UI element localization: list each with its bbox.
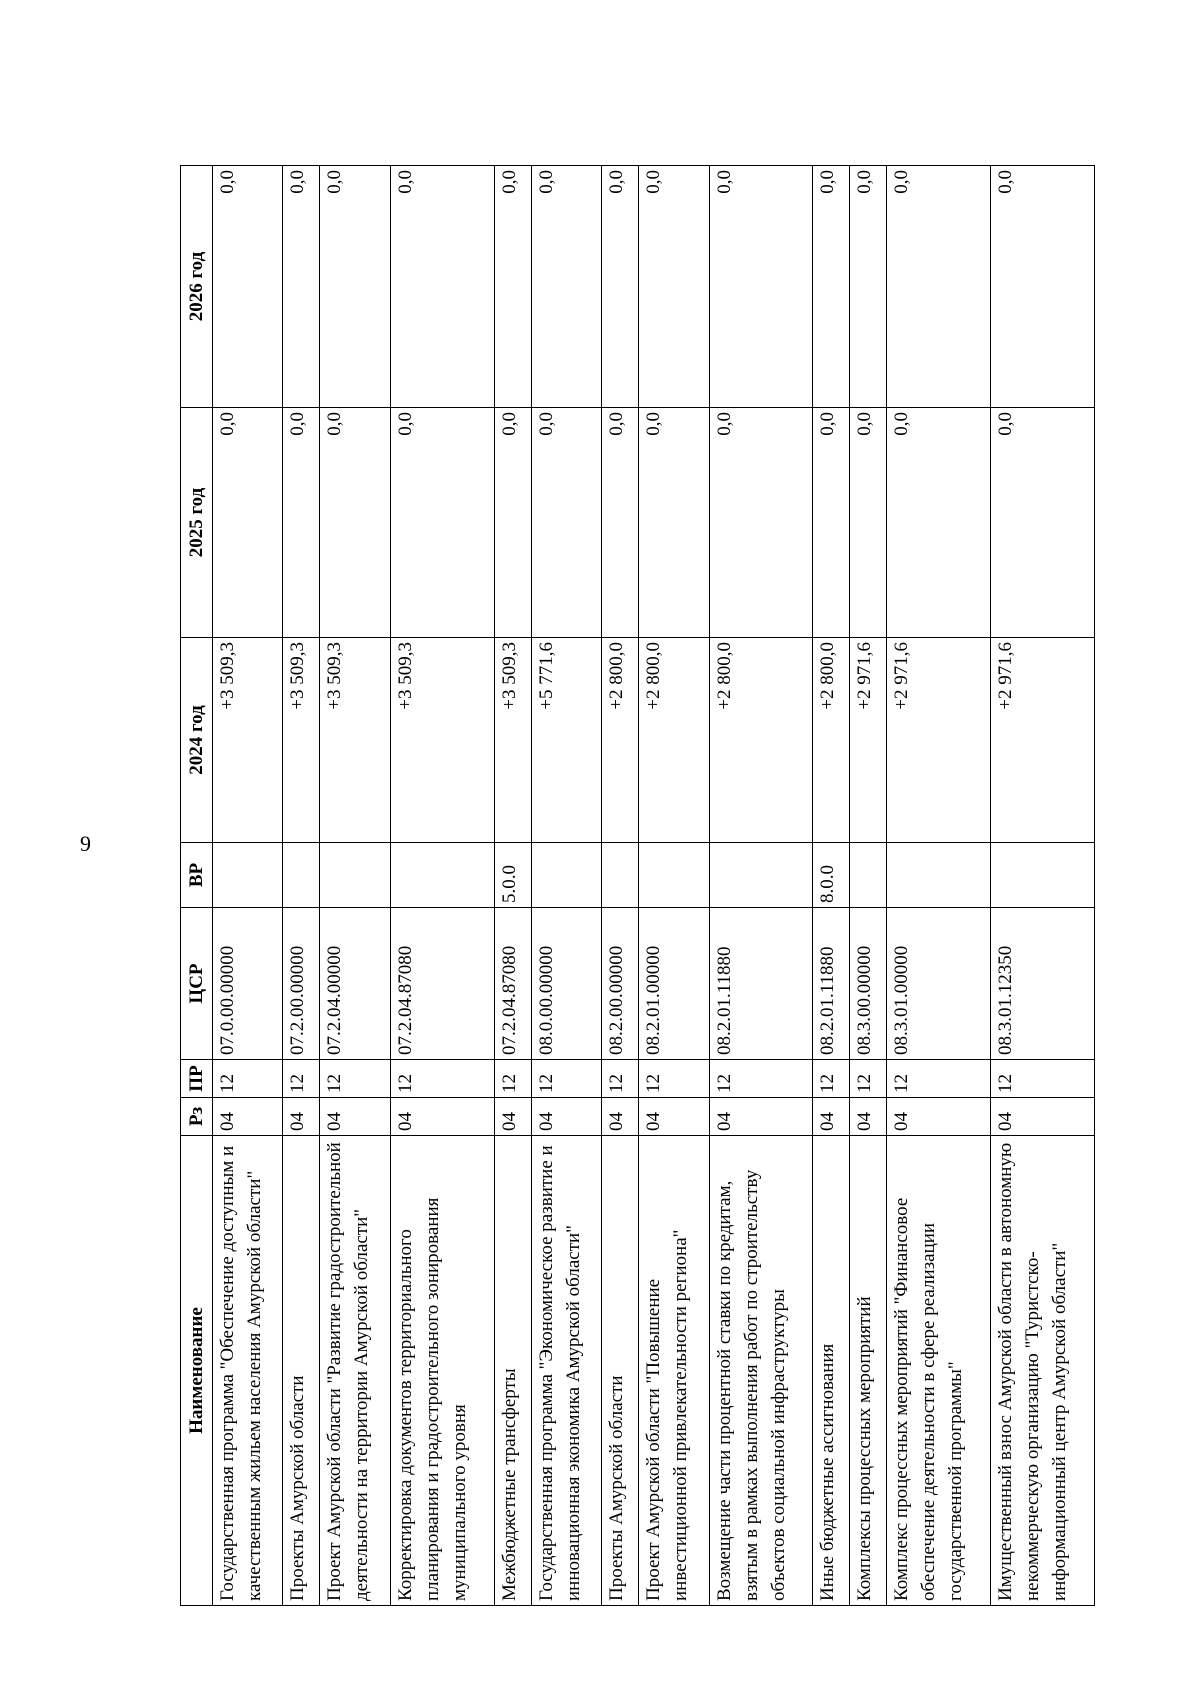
cell-vr (213, 843, 283, 908)
header-2026: 2026 год (181, 166, 213, 408)
cell-rz: 04 (283, 1098, 320, 1136)
cell-name: Комплексы процессных мероприятий (850, 1136, 887, 1606)
header-name: Наименование (181, 1136, 213, 1606)
cell-2026: 0,0 (390, 166, 494, 408)
cell-vr (531, 843, 601, 908)
cell-vr: 8.0.0 (813, 843, 850, 908)
cell-2024: +3 509,3 (494, 638, 531, 843)
table-row (494, 166, 531, 1606)
table-row (887, 166, 991, 1606)
cell-csr: 07.2.04.00000 (320, 908, 390, 1060)
cell-2026: 0,0 (813, 166, 850, 408)
table-row (531, 166, 601, 1606)
cell-2024: +3 509,3 (390, 638, 494, 843)
cell-2024: +2 800,0 (813, 638, 850, 843)
cell-rz: 04 (494, 1098, 531, 1136)
cell-2024: +2 800,0 (639, 638, 709, 843)
cell-2024: +3 509,3 (283, 638, 320, 843)
cell-csr: 07.2.00.00000 (283, 908, 320, 1060)
cell-2026: 0,0 (213, 166, 283, 408)
table-row (709, 166, 813, 1606)
header-2024: 2024 год (181, 638, 213, 843)
cell-rz: 04 (709, 1098, 813, 1136)
cell-2025: 0,0 (213, 408, 283, 638)
header-2025: 2025 год (181, 408, 213, 638)
header-rz: Рз (181, 1098, 213, 1136)
cell-name: Проект Амурской области "Развитие градостроительной деятельности на территории Амурской области" (320, 1136, 390, 1606)
cell-2024: +2 971,6 (887, 638, 991, 843)
cell-vr (709, 843, 813, 908)
cell-2025: 0,0 (494, 408, 531, 638)
cell-rz: 04 (390, 1098, 494, 1136)
cell-2024: +5 771,6 (531, 638, 601, 843)
cell-vr (602, 843, 639, 908)
page-number: 9 (80, 831, 91, 856)
cell-2025: 0,0 (887, 408, 991, 638)
cell-pr: 12 (283, 1060, 320, 1098)
cell-2024: +3 509,3 (213, 638, 283, 843)
cell-rz: 04 (602, 1098, 639, 1136)
cell-csr: 07.2.04.87080 (390, 908, 494, 1060)
cell-csr: 08.3.01.00000 (887, 908, 991, 1060)
cell-2026: 0,0 (494, 166, 531, 408)
budget-table (180, 165, 1095, 1606)
cell-2026: 0,0 (887, 166, 991, 408)
cell-2024: +2 971,6 (991, 638, 1095, 843)
cell-rz: 04 (320, 1098, 390, 1136)
cell-name: Имущественный взнос Амурской области в автономную некоммерческую организацию "Туристско-информационный центр Амурской области" (991, 1136, 1095, 1606)
cell-rz: 04 (639, 1098, 709, 1136)
cell-csr: 08.2.01.00000 (639, 908, 709, 1060)
cell-csr: 07.2.04.87080 (494, 908, 531, 1060)
cell-rz: 04 (991, 1098, 1095, 1136)
cell-2025: 0,0 (390, 408, 494, 638)
table-row (283, 166, 320, 1606)
rotated-table-wrapper (180, 166, 1095, 1606)
cell-pr: 12 (813, 1060, 850, 1098)
header-csr: ЦСР (181, 908, 213, 1060)
cell-2026: 0,0 (709, 166, 813, 408)
cell-2024: +2 800,0 (709, 638, 813, 843)
cell-2026: 0,0 (602, 166, 639, 408)
cell-2025: 0,0 (991, 408, 1095, 638)
cell-rz: 04 (813, 1098, 850, 1136)
cell-2026: 0,0 (283, 166, 320, 408)
table-row (813, 166, 850, 1606)
cell-pr: 12 (320, 1060, 390, 1098)
cell-name: Проекты Амурской области (283, 1136, 320, 1606)
cell-2026: 0,0 (991, 166, 1095, 408)
cell-pr: 12 (850, 1060, 887, 1098)
cell-pr: 12 (887, 1060, 991, 1098)
cell-2024: +2 800,0 (602, 638, 639, 843)
cell-name: Комплекс процессных мероприятий "Финансовое обеспечение деятельности в сфере реализации государственной программы" (887, 1136, 991, 1606)
cell-vr (887, 843, 991, 908)
header-pr: ПР (181, 1060, 213, 1098)
cell-name: Возмещение части процентной ставки по кредитам, взятым в рамках выполнения работ по строительству объектов социальной инфраструктуры (709, 1136, 813, 1606)
cell-csr: 08.2.01.11880 (813, 908, 850, 1060)
cell-name: Проект Амурской области "Повышение инвестиционной привлекательности региона" (639, 1136, 709, 1606)
table-row (991, 166, 1095, 1606)
cell-2025: 0,0 (320, 408, 390, 638)
header-vr: ВР (181, 843, 213, 908)
table-row (390, 166, 494, 1606)
cell-2026: 0,0 (320, 166, 390, 408)
cell-name: Проекты Амурской области (602, 1136, 639, 1606)
cell-vr (320, 843, 390, 908)
cell-2025: 0,0 (709, 408, 813, 638)
cell-csr: 07.0.00.00000 (213, 908, 283, 1060)
cell-2025: 0,0 (813, 408, 850, 638)
cell-csr: 08.2.01.11880 (709, 908, 813, 1060)
cell-2025: 0,0 (283, 408, 320, 638)
cell-2026: 0,0 (850, 166, 887, 408)
cell-2024: +2 971,6 (850, 638, 887, 843)
cell-vr (991, 843, 1095, 908)
cell-2026: 0,0 (639, 166, 709, 408)
cell-2025: 0,0 (639, 408, 709, 638)
cell-vr: 5.0.0 (494, 843, 531, 908)
cell-rz: 04 (887, 1098, 991, 1136)
table-header-row (181, 166, 213, 1606)
cell-pr: 12 (213, 1060, 283, 1098)
cell-rz: 04 (850, 1098, 887, 1136)
table-row (320, 166, 390, 1606)
cell-name: Иные бюджетные ассигнования (813, 1136, 850, 1606)
cell-vr (283, 843, 320, 908)
cell-csr: 08.3.00.00000 (850, 908, 887, 1060)
cell-vr (850, 843, 887, 908)
cell-pr: 12 (639, 1060, 709, 1098)
cell-csr: 08.0.00.00000 (531, 908, 601, 1060)
cell-name: Межбюджетные трансферты (494, 1136, 531, 1606)
cell-pr: 12 (531, 1060, 601, 1098)
cell-vr (639, 843, 709, 908)
cell-csr: 08.3.01.12350 (991, 908, 1095, 1060)
table-row (213, 166, 283, 1606)
cell-rz: 04 (213, 1098, 283, 1136)
table-row (602, 166, 639, 1606)
cell-2026: 0,0 (531, 166, 601, 408)
cell-name: Государственная программа "Экономическое развитие и инновационная экономика Амурской области" (531, 1136, 601, 1606)
table-row (850, 166, 887, 1606)
cell-name: Государственная программа "Обеспечение доступным и качественным жильем населения Амурской области" (213, 1136, 283, 1606)
cell-csr: 08.2.00.00000 (602, 908, 639, 1060)
cell-pr: 12 (494, 1060, 531, 1098)
cell-2025: 0,0 (531, 408, 601, 638)
cell-pr: 12 (709, 1060, 813, 1098)
cell-2025: 0,0 (850, 408, 887, 638)
table-row (639, 166, 709, 1606)
cell-rz: 04 (531, 1098, 601, 1136)
cell-pr: 12 (602, 1060, 639, 1098)
cell-2025: 0,0 (602, 408, 639, 638)
cell-2024: +3 509,3 (320, 638, 390, 843)
cell-pr: 12 (991, 1060, 1095, 1098)
cell-pr: 12 (390, 1060, 494, 1098)
table-body (213, 166, 1095, 1606)
cell-vr (390, 843, 494, 908)
cell-name: Корректировка документов территориального планирования и градостроительного зонирования муниципального уровня (390, 1136, 494, 1606)
